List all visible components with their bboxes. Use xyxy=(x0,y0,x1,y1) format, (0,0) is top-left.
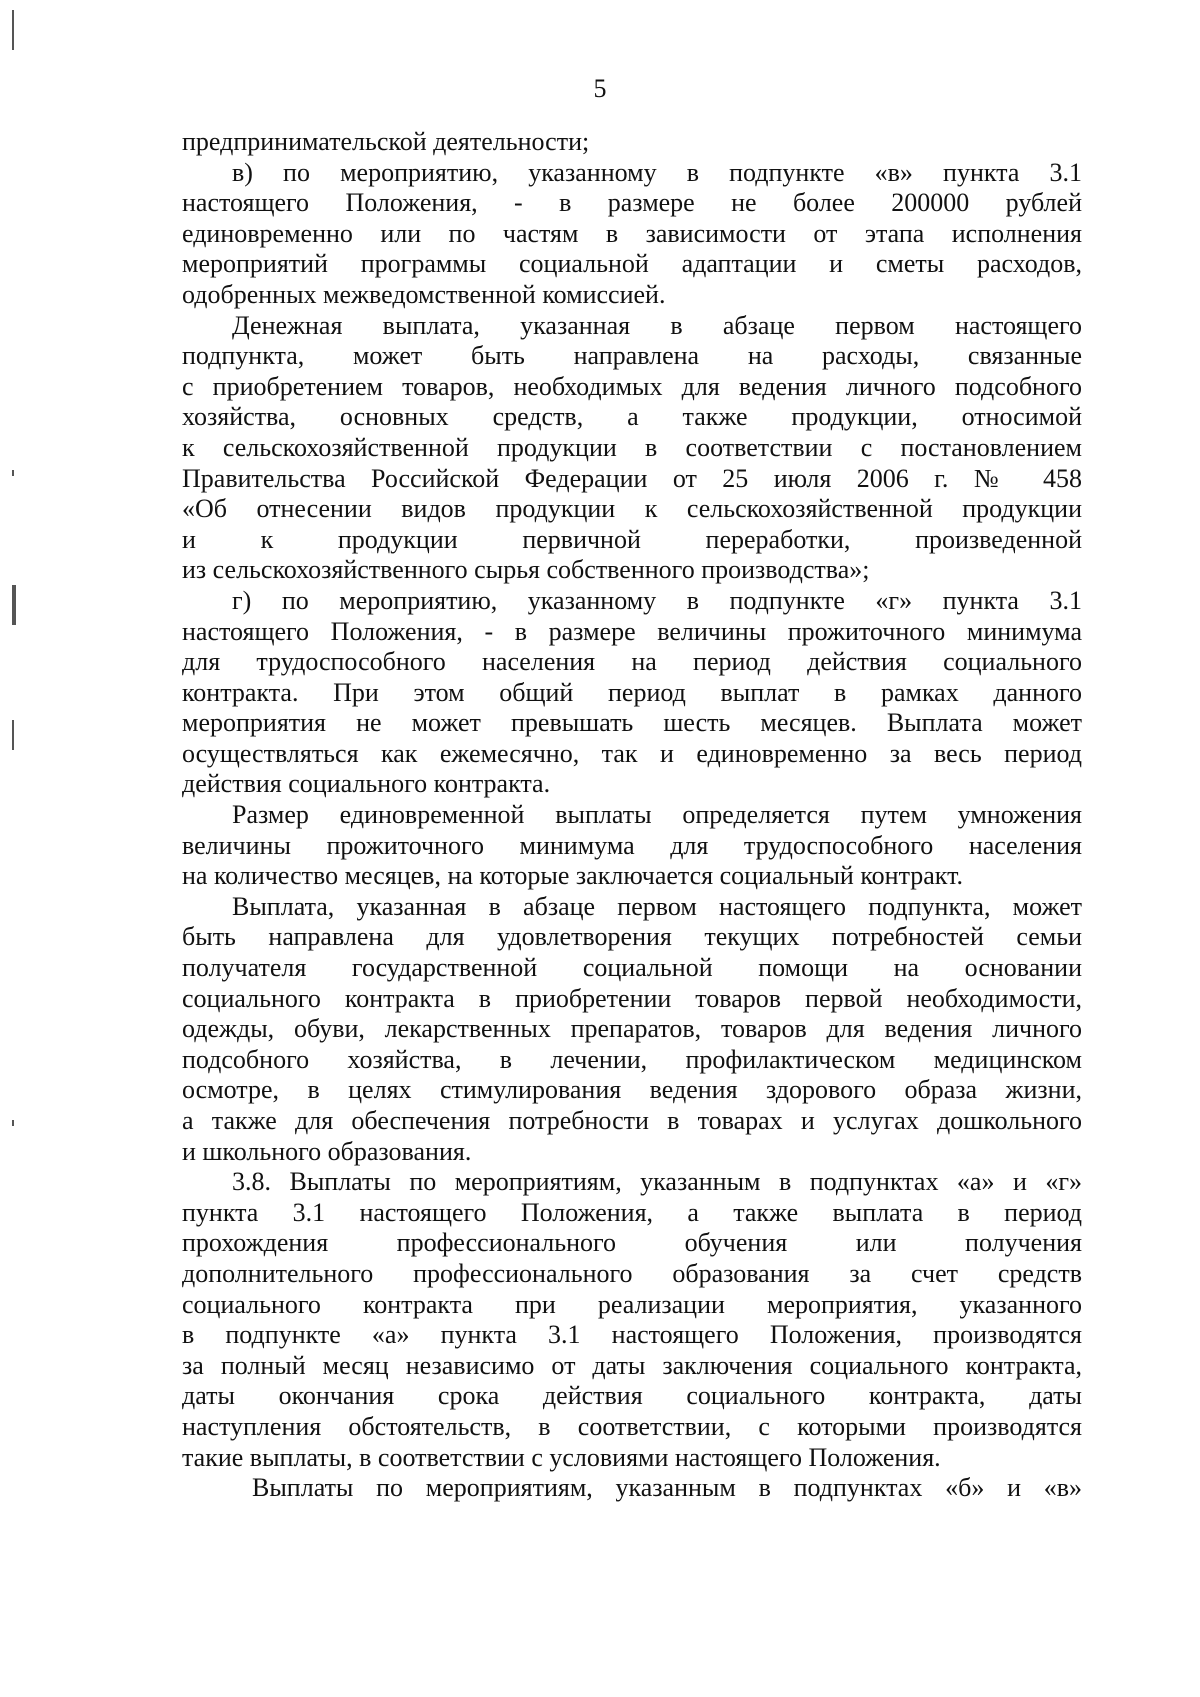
scan-artifact-mark xyxy=(12,1120,14,1126)
text-line: настоящего Положения, - в размере не более 200000 рублей xyxy=(182,188,1082,218)
text-line: социального контракта в приобретении товаров первой необходимости, xyxy=(182,983,1082,1013)
text-line: мероприятия не может превышать шесть месяцев. Выплата может xyxy=(182,708,1082,738)
text-line: наступления обстоятельств, в соответствии, с которыми производятся xyxy=(182,1411,1082,1441)
text-line: к сельскохозяйственной продукции в соответствии с постановлением xyxy=(182,432,1082,462)
text-line: одежды, обуви, лекарственных препаратов, товаров для ведения личного xyxy=(182,1014,1082,1044)
text-line: одобренных межведомственной комиссией. xyxy=(182,279,666,309)
scan-artifact-mark xyxy=(12,10,14,50)
text-line: Денежная выплата, указанная в абзаце первом настоящего xyxy=(232,310,1082,340)
paragraph xyxy=(182,311,1082,586)
text-line: быть направлена для удовлетворения текущих потребностей семьи xyxy=(182,922,1082,952)
text-line: единовременно или по частям в зависимости от этапа исполнения xyxy=(182,218,1082,248)
text-line: осуществляться как ежемесячно, так и единовременно за весь период xyxy=(182,738,1082,768)
paragraph xyxy=(182,1167,1082,1473)
text-line: предпринимательской деятельности; xyxy=(182,127,590,156)
text-line: и к продукции первичной переработки, произведенной xyxy=(182,524,1082,554)
paragraph xyxy=(182,800,1082,892)
text-line: действия социального контракта. xyxy=(182,769,551,799)
text-line: такие выплаты, в соответствии с условиями настоящего Положения. xyxy=(182,1442,941,1472)
document-body xyxy=(182,127,1082,1504)
paragraph xyxy=(182,127,1082,158)
text-line: настоящего Положения, - в размере величины прожиточного минимума xyxy=(182,616,1082,646)
text-line: величины прожиточного минимума для трудоспособного населения xyxy=(182,830,1082,860)
text-line: даты окончания срока действия социального контракта, даты xyxy=(182,1381,1082,1411)
text-line: а также для обеспечения потребности в товарах и услугах дошкольного xyxy=(182,1106,1082,1135)
text-line: получателя государственной социальной помощи на основании xyxy=(182,953,1082,983)
text-line: Выплата, указанная в абзаце первом настоящего подпункта, может xyxy=(232,891,1082,921)
text-line: пункта 3.1 настоящего Положения, а также выплата в период xyxy=(182,1197,1082,1227)
text-line: социального контракта при реализации мероприятия, указанного xyxy=(182,1289,1082,1319)
text-line: хозяйства, основных средств, а также продукции, относимой xyxy=(182,402,1082,432)
text-line: с приобретением товаров, необходимых для ведения личного подсобного xyxy=(182,371,1082,401)
text-line: в подпункте «а» пункта 3.1 настоящего Положения, производятся xyxy=(182,1320,1082,1350)
text-line: на количество месяцев, на которые заключается социальный контракт. xyxy=(182,861,963,891)
text-line: мероприятий программы социальной адаптации и сметы расходов, xyxy=(182,249,1082,279)
text-line: «Об отнесении видов продукции к сельскохозяйственной продукции xyxy=(182,494,1082,524)
text-line: и школьного образования. xyxy=(182,1136,472,1166)
text-line: контракта. При этом общий период выплат в рамках данного xyxy=(182,677,1082,707)
text-line: подсобного хозяйства, в лечении, профилактическом медицинском xyxy=(182,1044,1082,1074)
text-line: за полный месяц независимо от даты заключения социального контракта, xyxy=(182,1350,1082,1380)
text-line: г) по мероприятию, указанному в подпункте «г» пункта 3.1 xyxy=(232,585,1082,615)
paragraph xyxy=(182,1473,1082,1504)
scan-artifact-mark xyxy=(12,720,14,750)
text-line: осмотре, в целях стимулирования ведения здорового образа жизни, xyxy=(182,1075,1082,1105)
paragraph xyxy=(182,158,1082,311)
text-line: дополнительного профессионального образования за счет средств xyxy=(182,1258,1082,1288)
page-number: 5 xyxy=(593,74,607,103)
text-line: из сельскохозяйственного сырья собственного производства»; xyxy=(182,555,870,585)
scan-artifact-mark xyxy=(12,585,16,625)
paragraph xyxy=(182,892,1082,1167)
text-line: 3.8. Выплаты по мероприятиям, указанным в подпунктах «а» и «г» xyxy=(232,1167,1082,1197)
scan-artifact-mark xyxy=(12,470,14,476)
text-line: для трудоспособного населения на период действия социального xyxy=(182,647,1082,677)
text-line: Размер единовременной выплаты определяется путем умножения xyxy=(232,800,1082,830)
paragraph xyxy=(182,586,1082,800)
text-line: прохождения профессионального обучения или получения xyxy=(182,1228,1082,1258)
text-line: в) по мероприятию, указанному в подпункте «в» пункта 3.1 xyxy=(232,157,1082,187)
text-line: Выплаты по мероприятиям, указанным в подпунктах «б» и «в» xyxy=(252,1473,1082,1503)
text-line: подпункта, может быть направлена на расходы, связанные xyxy=(182,341,1082,371)
text-line: Правительства Российской Федерации от 25 июля 2006 г. № 458 xyxy=(182,463,1082,493)
